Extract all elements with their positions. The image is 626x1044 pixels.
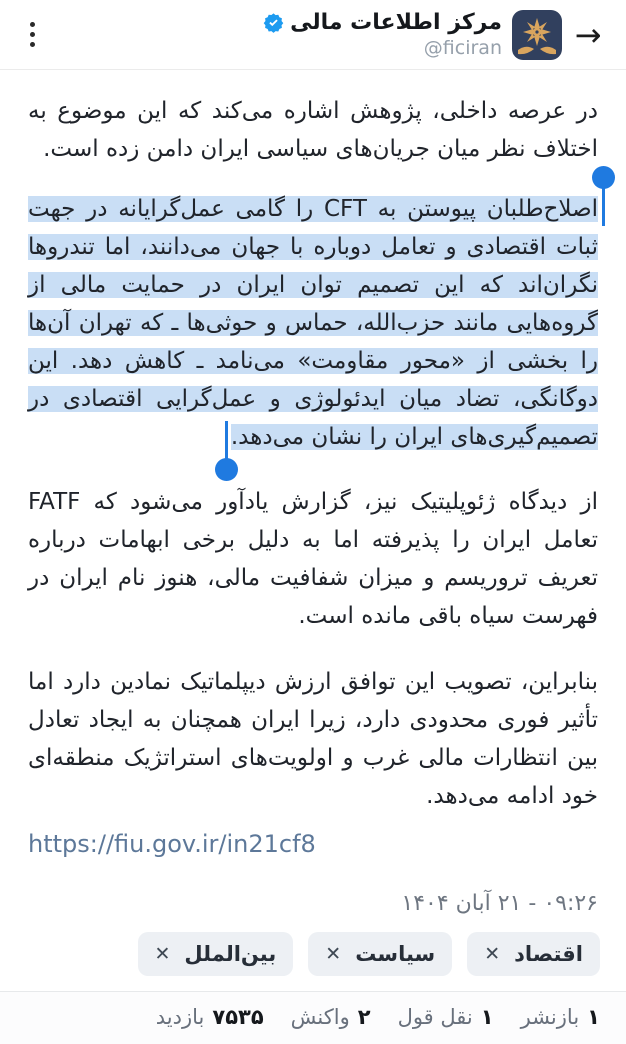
stat-count: ۱ (587, 1005, 600, 1029)
tag-chip-politics[interactable] (308, 932, 452, 976)
stat-label: نقل قول (397, 1005, 473, 1029)
link-row (28, 825, 598, 863)
avatar[interactable] (512, 10, 562, 60)
stats-bar (0, 991, 626, 1044)
stat-count: ۱ (480, 1005, 494, 1029)
fiu-logo-icon (512, 10, 562, 60)
account-handle: @ficiran (423, 36, 502, 59)
post-paragraph: در عرصه داخلی، پژوهش اشاره می‌کند که این موضوع به اختلاف نظر میان جریان‌های سیاسی ایران دامن زده است. (28, 98, 598, 162)
tag-chip-economy[interactable] (467, 932, 600, 976)
kebab-menu-icon (30, 22, 35, 27)
selection-handle-start[interactable] (592, 166, 615, 189)
post-paragraph: بنابراین، تصویب این توافق ارزش دیپلماتیک نمادین دارد اما تأثیر فوری محدودی دارد، زیرا ایران همچنان به ایجاد تعادل بین انتظارات مالی غرب و اولویت‌های استراتژیک منطقه‌ای خود ادامه می‌دهد. (28, 669, 598, 809)
stat-label: بازدید (155, 1005, 205, 1029)
back-button[interactable] (564, 11, 612, 59)
stat-reactions[interactable] (291, 1005, 371, 1029)
stat-label: واکنش (290, 1005, 350, 1029)
stat-count: ۷۵۳۵ (212, 1005, 264, 1029)
stat-label: بازنشر (520, 1005, 580, 1029)
kebab-menu-icon (30, 32, 35, 37)
selection-caret-end[interactable] (225, 421, 228, 459)
stat-count: ۲ (357, 1005, 371, 1029)
post-timestamp: ۰۹:۲۶ - ۲۱ آبان ۱۴۰۴ (401, 891, 598, 916)
tag-label: اقتصاد (514, 942, 583, 966)
selection-handle-end[interactable] (215, 458, 238, 481)
post-link[interactable]: https://fiu.gov.ir/in21cf8 (28, 830, 316, 858)
post-paragraph-highlighted (28, 190, 598, 456)
stat-quotes[interactable] (398, 1005, 494, 1029)
selected-text: اصلاح‌طلبان پیوستن به CFT را گامی عمل‌گرایانه در جهت ثبات اقتصادی و تعامل دوباره با جهان می‌دانند، اما تندروها نگران‌اند که این تصمیم توان ایران در حمایت مالی از گروه‌هایی مانند حزب‌الله، حماس و حوثی‌ها ـ که تهران آن‌ها را بخشی از «محور مقاومت» می‌نامد ـ کاهش دهد. این دوگانگی، تضاد میان ایدئولوژی و عمل‌گرایی اقتصادی در تصمیم‌گیری‌های ایران را نشان می‌دهد. (28, 196, 598, 450)
close-icon[interactable]: ✕ (484, 943, 501, 965)
more-options-button[interactable] (22, 14, 43, 55)
account-info[interactable] (263, 10, 502, 60)
verified-badge-icon (263, 12, 284, 33)
tag-list (0, 932, 626, 976)
arrow-right-icon: → (574, 15, 602, 54)
post-paragraph: از دیدگاه ژئوپلیتیک نیز، گزارش یادآور می‌شود که FATF تعامل ایران را پذیرفته اما به دلیل برخی ابهامات درباره تعریف تروریسم و میزان شفافیت مالی، هنوز نام ایران در فهرست سیاه باقی مانده است. (28, 489, 598, 629)
post-body (0, 70, 626, 932)
stat-views[interactable] (156, 1005, 264, 1029)
stat-reposts[interactable] (521, 1005, 600, 1029)
selection-caret-start[interactable] (602, 188, 605, 226)
top-bar (0, 0, 626, 70)
account-name: مرکز اطلاعات مالی (290, 9, 502, 35)
close-icon[interactable]: ✕ (154, 943, 171, 965)
tag-chip-international[interactable] (138, 932, 294, 976)
close-icon[interactable]: ✕ (325, 943, 342, 965)
kebab-menu-icon (30, 42, 35, 47)
tag-label: بین‌الملل (184, 942, 277, 966)
tag-label: سیاست (355, 942, 436, 966)
